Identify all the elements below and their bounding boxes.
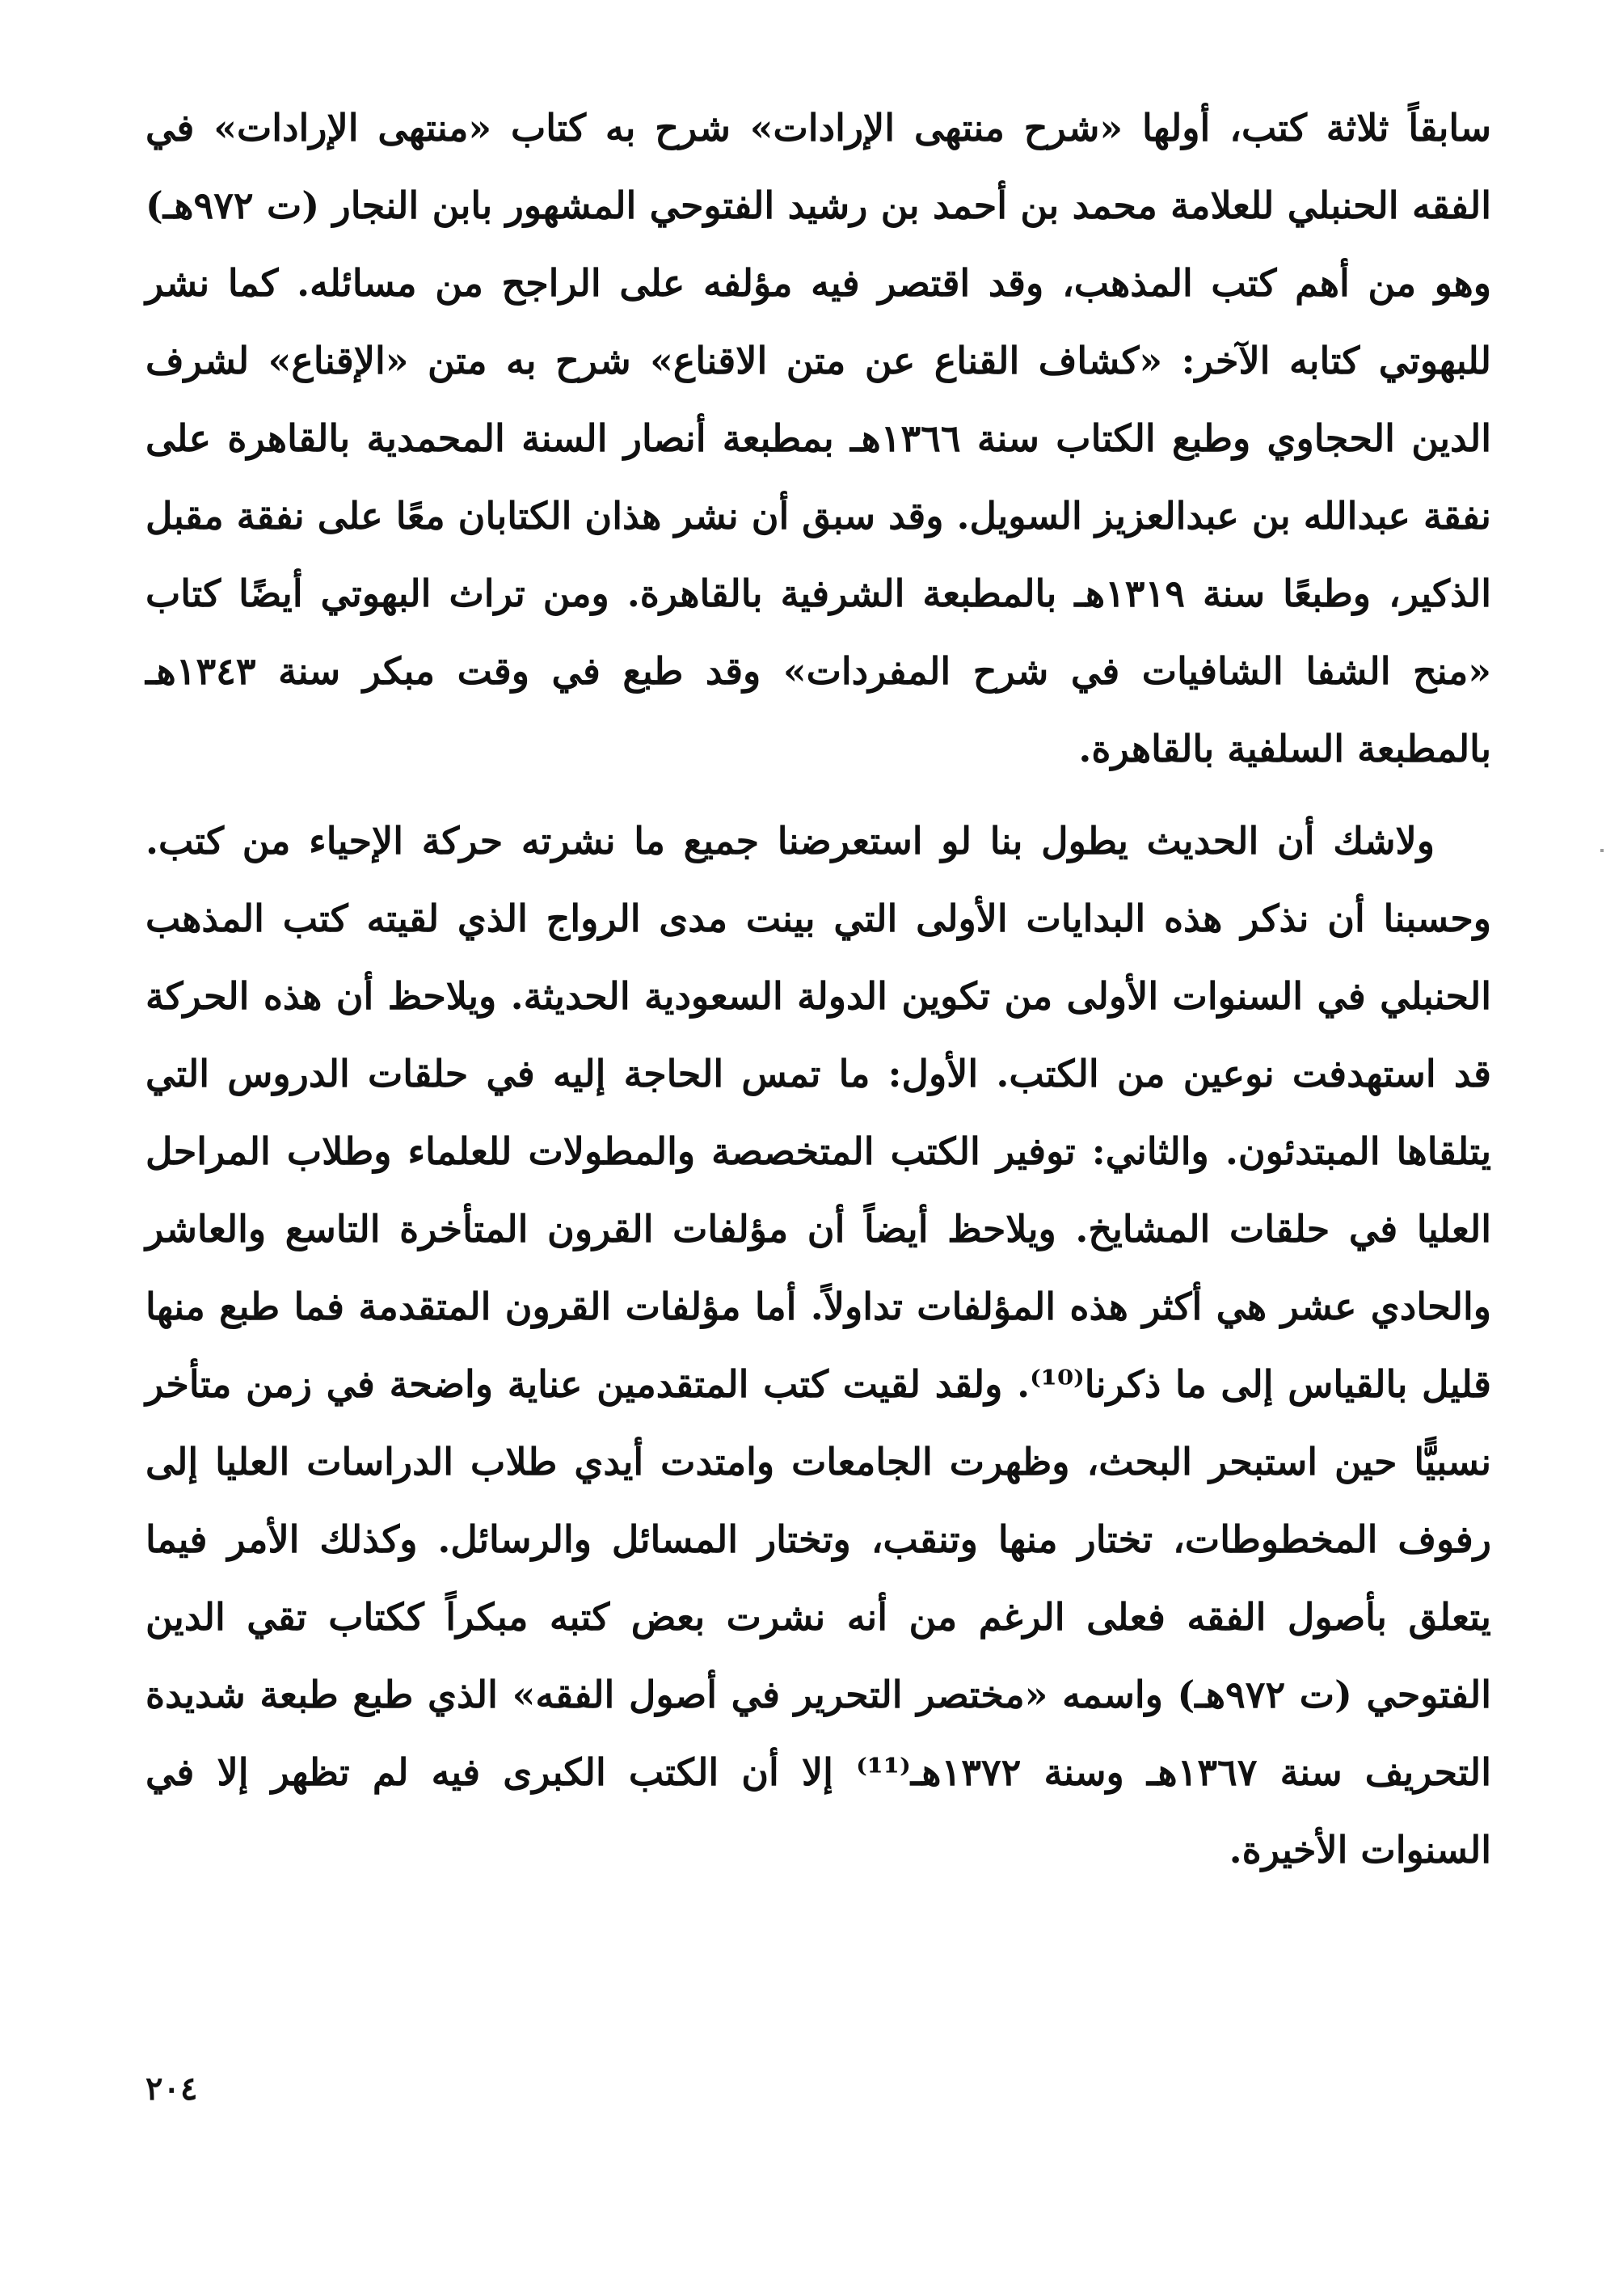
page-number: ٢٠٤ bbox=[145, 2070, 198, 2108]
paragraph-2: ولاشك أن الحديث يطول بنا لو استعرضنا جميع ما نشرته حركة الإحياء من كتب. وحسبنا أن نذكر هذه البدايات الأولى التي بينت مدى الرواج الذي لقيته كتب المذهب الحنبلي في السنوات الأولى من تكوين الدولة السعودية الحديثة. ويلاحظ أن هذه الحركة قد استهدفت نوعين من الكتب. الأول: ما تمس الحاجة إليه في حلقات الدروس التي يتلقاها المبتدئون. والثاني: توفير الكتب المتخصصة والمطولات للعلماء وطلاب المراحل العليا في حلقات المشايخ. ويلاحظ أيضاً أن مؤلفات القرون المتأخرة التاسع والعاشر والحادي عشر هي أكثر هذه المؤلفات تداولاً. أما مؤلفات القرون المتقدمة فما طبع منها قليل بالقياس إلى ما ذكرنا⁽¹⁰⁾. ولقد لقيت كتب المتقدمين عناية واضحة في زمن متأخر نسبيًّا حين استبحر البحث، وظهرت الجامعات وامتدت أيدي طلاب الدراسات العليا إلى رفوف المخطوطات، تختار منها وتنقب، وتختار المسائل والرسائل. وكذلك الأمر فيما يتعلق بأصول الفقه فعلى الرغم من أنه نشرت بعض كتبه مبكراً ككتاب تقي الدين الفتوحي (ت ٩٧٢هـ) واسمه «مختصر التحرير في أصول الفقه» الذي طبع طبعة شديدة التحريف سنة ١٣٦٧هـ وسنة ١٣٧٢هـ⁽¹¹⁾ إلا أن الكتب الكبرى فيه لم تظهر إلا في السنوات الأخيرة. bbox=[145, 819, 1492, 1872]
body-text bbox=[145, 89, 1491, 1889]
scan-speck bbox=[1600, 849, 1604, 852]
paragraph-1: سابقاً ثلاثة كتب، أولها «شرح منتهى الإرادات» شرح به كتاب «منتهى الإرادات» في الفقه الحنبلي للعلامة محمد بن أحمد بن رشيد الفتوحي المشهور بابن النجار (ت ٩٧٢هـ) وهو من أهم كتب المذهب، وقد اقتصر فيه مؤلفه على الراجح من مسائله. كما نشر للبهوتي كتابه الآخر: «كشاف القناع عن متن الاقناع» شرح به متن «الإقناع» لشرف الدين الحجاوي وطبع الكتاب سنة ١٣٦٦هـ بمطبعة أنصار السنة المحمدية بالقاهرة على نفقة عبدالله بن عبدالعزيز السويل. وقد سبق أن نشر هذان الكتابان معًا على نفقة مقبل الذكير، وطبعًا سنة ١٣١٩هـ بالمطبعة الشرفية بالقاهرة. ومن تراث البهوتي أيضًا كتاب «منح الشفا الشافيات في شرح المفردات» وقد طبع في وقت مبكر سنة ١٣٤٣هـ بالمطبعة السلفية بالقاهرة. bbox=[145, 106, 1491, 770]
